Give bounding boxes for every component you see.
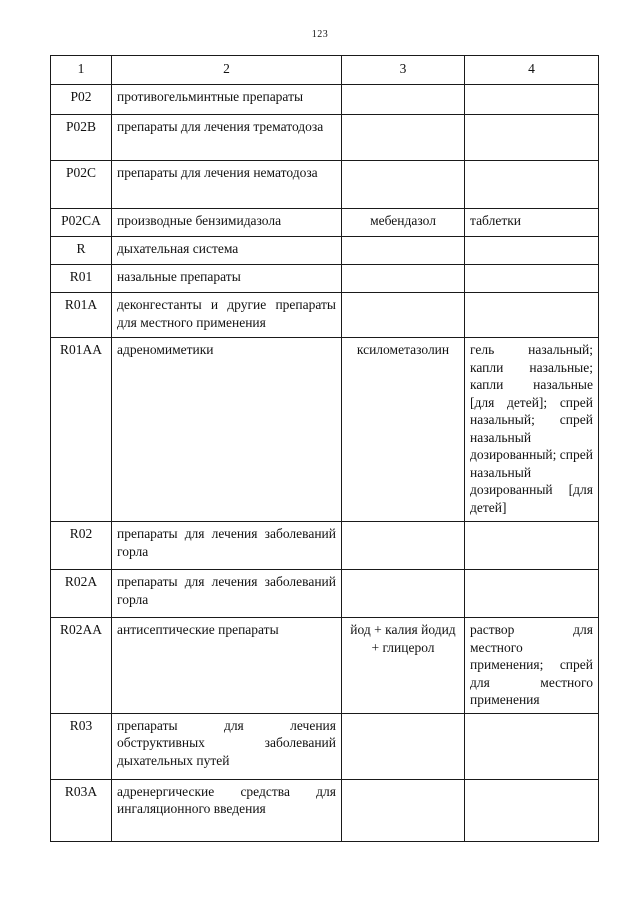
dosage-form-cell <box>465 265 599 293</box>
page-number: 123 <box>311 29 329 40</box>
table-row <box>51 618 599 714</box>
atc-drug-table <box>50 55 599 842</box>
dosage-form-cell <box>465 713 599 779</box>
dosage-form-cell <box>465 570 599 618</box>
atc-code-cell: P02C <box>51 161 112 209</box>
dosage-form-cell <box>465 522 599 570</box>
column-header-2: 2 <box>112 56 342 85</box>
group-name-cell: производные бензимидазола <box>112 209 342 237</box>
column-header-1: 1 <box>51 56 112 85</box>
group-name-cell: препараты для лечения нематодоза <box>112 161 342 209</box>
group-name-cell: препараты для лечения заболеваний горла <box>112 522 342 570</box>
group-name-cell: адренергические средства для ингаляционного введения <box>112 779 342 841</box>
dosage-form-cell <box>465 779 599 841</box>
inn-cell <box>342 161 465 209</box>
dosage-form-cell <box>465 161 599 209</box>
atc-code-cell: R01AA <box>51 338 112 522</box>
group-name-cell: противогельминтные препараты <box>112 85 342 115</box>
table-row <box>51 265 599 293</box>
group-name-cell: препараты для лечения заболеваний горла <box>112 570 342 618</box>
dosage-form-cell <box>465 85 599 115</box>
atc-code-cell: R01A <box>51 293 112 338</box>
table-header-row <box>51 56 599 85</box>
table-row <box>51 115 599 161</box>
column-header-3: 3 <box>342 56 465 85</box>
atc-code-cell: R <box>51 237 112 265</box>
column-header-4: 4 <box>465 56 599 85</box>
table-row <box>51 237 599 265</box>
atc-code-cell: R02AA <box>51 618 112 714</box>
inn-cell <box>342 713 465 779</box>
group-name-cell: дыхательная система <box>112 237 342 265</box>
inn-cell <box>342 85 465 115</box>
table-row <box>51 522 599 570</box>
atc-code-cell: R02 <box>51 522 112 570</box>
atc-code-cell: R03 <box>51 713 112 779</box>
table-row <box>51 293 599 338</box>
table-row <box>51 85 599 115</box>
inn-cell <box>342 293 465 338</box>
inn-cell <box>342 265 465 293</box>
group-name-cell: адреномиметики <box>112 338 342 522</box>
dosage-form-cell: таблетки <box>465 209 599 237</box>
group-name-cell: антисептические препараты <box>112 618 342 714</box>
atc-code-cell: R01 <box>51 265 112 293</box>
atc-code-cell: P02B <box>51 115 112 161</box>
table-row <box>51 779 599 841</box>
atc-code-cell: R02A <box>51 570 112 618</box>
table-row <box>51 338 599 522</box>
dosage-form-cell <box>465 115 599 161</box>
dosage-form-cell: раствор для местного применения; спрей для местного применения <box>465 618 599 714</box>
table-row <box>51 570 599 618</box>
inn-cell <box>342 570 465 618</box>
dosage-form-cell <box>465 237 599 265</box>
dosage-form-cell: гель назальный; капли назальные; капли назальные [для детей]; спрей назальный; спрей назальный дозированный; спрей назальный дозированный [для детей] <box>465 338 599 522</box>
inn-cell <box>342 115 465 161</box>
group-name-cell: препараты для лечения трематодоза <box>112 115 342 161</box>
inn-cell: мебендазол <box>342 209 465 237</box>
atc-code-cell: P02CA <box>51 209 112 237</box>
inn-cell <box>342 779 465 841</box>
group-name-cell: деконгестанты и другие препараты для местного применения <box>112 293 342 338</box>
table-row <box>51 713 599 779</box>
group-name-cell: назальные препараты <box>112 265 342 293</box>
group-name-cell: препараты для лечения обструктивных заболеваний дыхательных путей <box>112 713 342 779</box>
inn-cell: ксилометазолин <box>342 338 465 522</box>
dosage-form-cell <box>465 293 599 338</box>
atc-code-cell: R03A <box>51 779 112 841</box>
table-row <box>51 209 599 237</box>
inn-cell <box>342 522 465 570</box>
inn-cell <box>342 237 465 265</box>
table-row <box>51 161 599 209</box>
inn-cell: йод + калия йодид + глицерол <box>342 618 465 714</box>
atc-code-cell: P02 <box>51 85 112 115</box>
